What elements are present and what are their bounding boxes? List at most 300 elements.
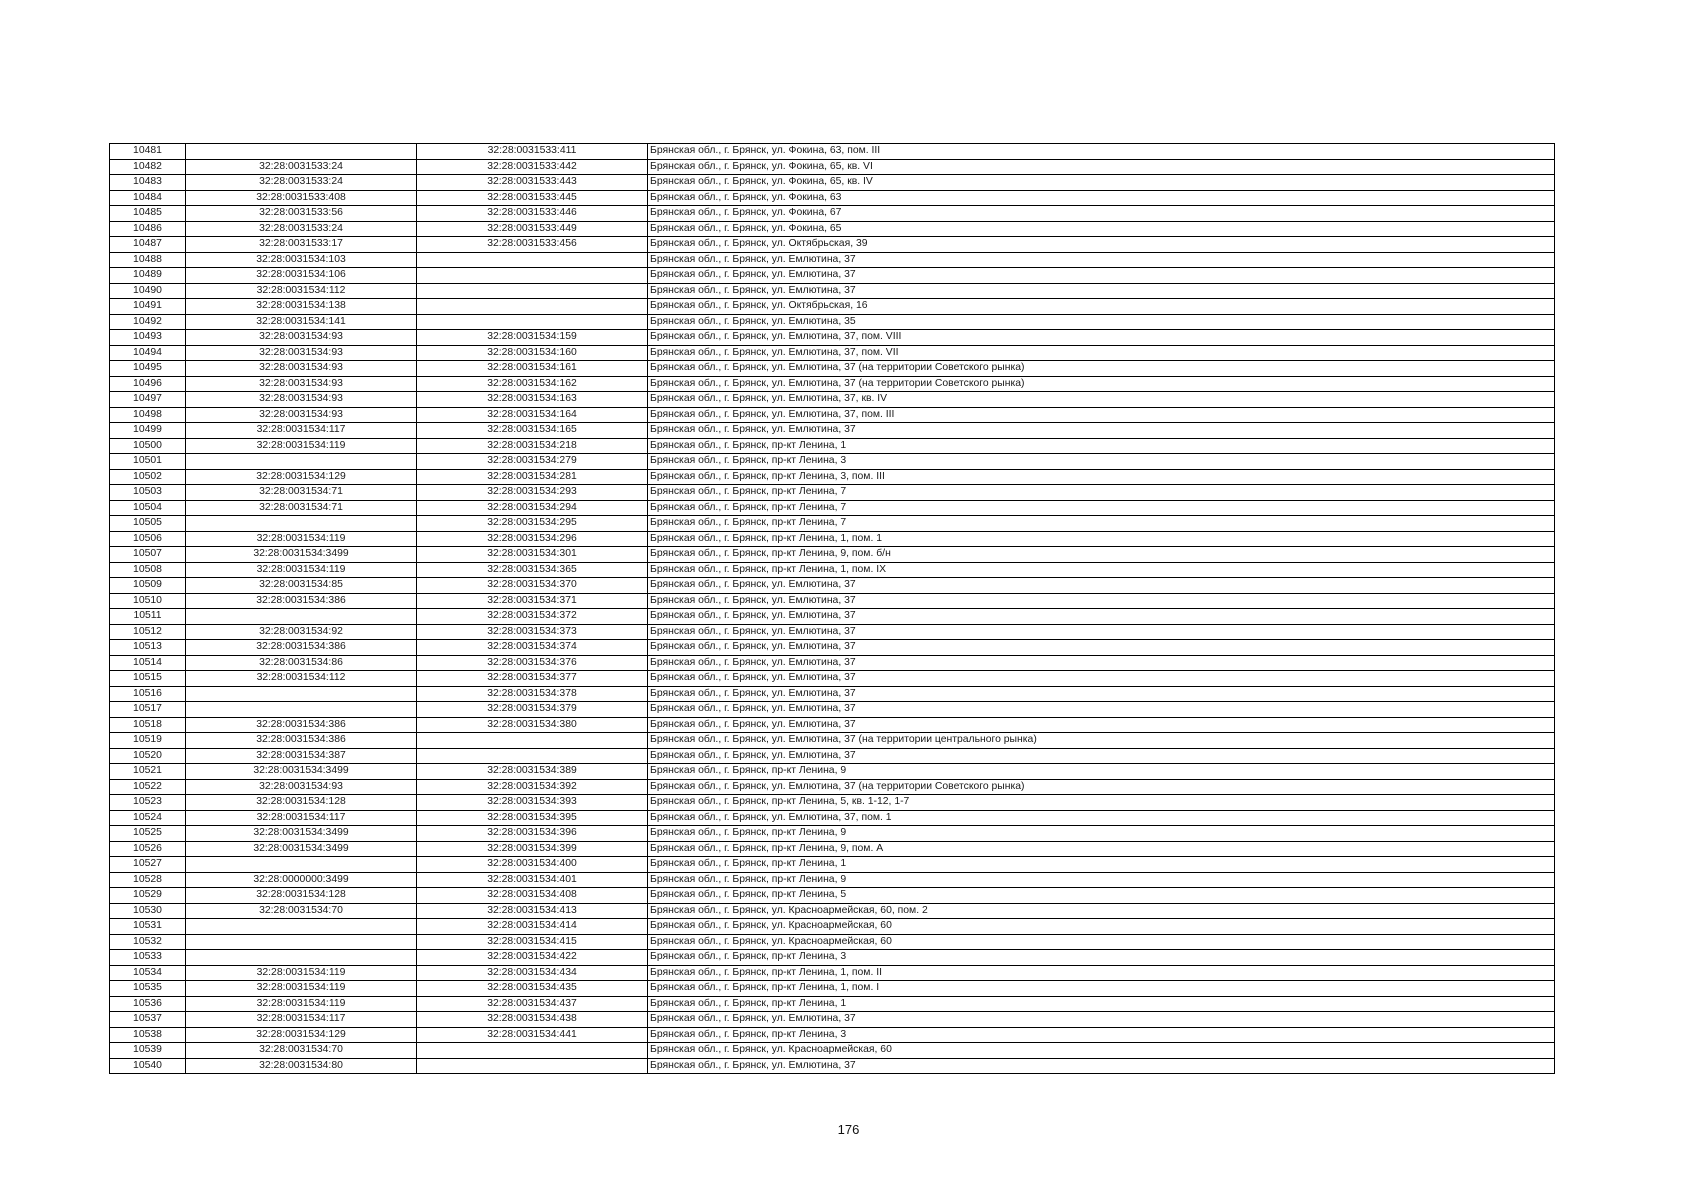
address-cell: Брянская обл., г. Брянск, пр-кт Ленина, 7 [648, 500, 1555, 516]
table-row [110, 252, 1555, 268]
row-number-cell: 10537 [110, 1012, 186, 1028]
row-number-cell: 10507 [110, 547, 186, 563]
row-number-cell: 10530 [110, 903, 186, 919]
object-cadastral-number-cell [417, 733, 648, 749]
row-number-cell: 10491 [110, 299, 186, 315]
table-row [110, 469, 1555, 485]
land-cadastral-number-cell: 32:28:0031534:93 [186, 361, 417, 377]
table-row [110, 283, 1555, 299]
row-number-cell: 10520 [110, 748, 186, 764]
address-cell: Брянская обл., г. Брянск, ул. Фокина, 65, кв. IV [648, 175, 1555, 191]
address-cell: Брянская обл., г. Брянск, пр-кт Ленина, 1 [648, 438, 1555, 454]
land-cadastral-number-cell: 32:28:0031534:3499 [186, 826, 417, 842]
land-cadastral-number-cell: 32:28:0031534:93 [186, 376, 417, 392]
address-cell: Брянская обл., г. Брянск, пр-кт Ленина, 5 [648, 888, 1555, 904]
table-row [110, 919, 1555, 935]
property-register-table [109, 143, 1555, 1074]
object-cadastral-number-cell: 32:28:0031534:438 [417, 1012, 648, 1028]
object-cadastral-number-cell: 32:28:0031534:392 [417, 779, 648, 795]
land-cadastral-number-cell: 32:28:0031534:386 [186, 717, 417, 733]
table-row [110, 981, 1555, 997]
object-cadastral-number-cell: 32:28:0031534:301 [417, 547, 648, 563]
object-cadastral-number-cell: 32:28:0031534:164 [417, 407, 648, 423]
row-number-cell: 10518 [110, 717, 186, 733]
object-cadastral-number-cell: 32:28:0031534:395 [417, 810, 648, 826]
address-cell: Брянская обл., г. Брянск, пр-кт Ленина, 3, пом. III [648, 469, 1555, 485]
row-number-cell: 10529 [110, 888, 186, 904]
address-cell: Брянская обл., г. Брянск, ул. Емлютина, 37 [648, 252, 1555, 268]
object-cadastral-number-cell: 32:28:0031534:279 [417, 454, 648, 470]
land-cadastral-number-cell: 32:28:0031534:93 [186, 779, 417, 795]
land-cadastral-number-cell: 32:28:0031533:24 [186, 159, 417, 175]
object-cadastral-number-cell [417, 252, 648, 268]
row-number-cell: 10482 [110, 159, 186, 175]
land-cadastral-number-cell: 32:28:0031534:129 [186, 1027, 417, 1043]
row-number-cell: 10523 [110, 795, 186, 811]
table-row [110, 733, 1555, 749]
address-cell: Брянская обл., г. Брянск, ул. Емлютина, 37, пом. 1 [648, 810, 1555, 826]
row-number-cell: 10492 [110, 314, 186, 330]
table-row [110, 392, 1555, 408]
address-cell: Брянская обл., г. Брянск, ул. Емлютина, 37 [648, 283, 1555, 299]
object-cadastral-number-cell: 32:28:0031533:456 [417, 237, 648, 253]
land-cadastral-number-cell: 32:28:0031534:93 [186, 392, 417, 408]
land-cadastral-number-cell: 32:28:0031534:386 [186, 640, 417, 656]
object-cadastral-number-cell: 32:28:0031534:413 [417, 903, 648, 919]
object-cadastral-number-cell: 32:28:0031534:389 [417, 764, 648, 780]
land-cadastral-number-cell: 32:28:0031534:128 [186, 888, 417, 904]
address-cell: Брянская обл., г. Брянск, ул. Емлютина, 37 [648, 640, 1555, 656]
land-cadastral-number-cell: 32:28:0031534:70 [186, 1043, 417, 1059]
address-cell: Брянская обл., г. Брянск, ул. Емлютина, 37, пом. VII [648, 345, 1555, 361]
row-number-cell: 10505 [110, 516, 186, 532]
table-row [110, 764, 1555, 780]
table-row [110, 655, 1555, 671]
address-cell: Брянская обл., г. Брянск, ул. Емлютина, 35 [648, 314, 1555, 330]
table-row [110, 190, 1555, 206]
object-cadastral-number-cell: 32:28:0031534:296 [417, 531, 648, 547]
land-cadastral-number-cell [186, 857, 417, 873]
table-row [110, 175, 1555, 191]
table-row [110, 810, 1555, 826]
address-cell: Брянская обл., г. Брянск, пр-кт Ленина, 9 [648, 826, 1555, 842]
object-cadastral-number-cell: 32:28:0031534:160 [417, 345, 648, 361]
address-cell: Брянская обл., г. Брянск, ул. Емлютина, 37 [648, 671, 1555, 687]
table-row [110, 221, 1555, 237]
land-cadastral-number-cell: 32:28:0031534:103 [186, 252, 417, 268]
object-cadastral-number-cell: 32:28:0031534:399 [417, 841, 648, 857]
land-cadastral-number-cell: 32:28:0031534:3499 [186, 547, 417, 563]
table-row [110, 965, 1555, 981]
row-number-cell: 10514 [110, 655, 186, 671]
page-number: 176 [837, 1122, 860, 1137]
address-cell: Брянская обл., г. Брянск, пр-кт Ленина, 1 [648, 996, 1555, 1012]
object-cadastral-number-cell [417, 299, 648, 315]
table-row [110, 841, 1555, 857]
object-cadastral-number-cell: 32:28:0031533:446 [417, 206, 648, 222]
land-cadastral-number-cell: 32:28:0031534:85 [186, 578, 417, 594]
land-cadastral-number-cell [186, 609, 417, 625]
object-cadastral-number-cell: 32:28:0031534:422 [417, 950, 648, 966]
land-cadastral-number-cell: 32:28:0031534:80 [186, 1058, 417, 1074]
row-number-cell: 10481 [110, 144, 186, 160]
land-cadastral-number-cell: 32:28:0031534:71 [186, 485, 417, 501]
address-cell: Брянская обл., г. Брянск, пр-кт Ленина, 7 [648, 516, 1555, 532]
row-number-cell: 10533 [110, 950, 186, 966]
object-cadastral-number-cell: 32:28:0031534:400 [417, 857, 648, 873]
object-cadastral-number-cell: 32:28:0031534:293 [417, 485, 648, 501]
table-row [110, 330, 1555, 346]
row-number-cell: 10499 [110, 423, 186, 439]
address-cell: Брянская обл., г. Брянск, пр-кт Ленина, 9 [648, 872, 1555, 888]
table-row [110, 159, 1555, 175]
address-cell: Брянская обл., г. Брянск, ул. Фокина, 63 [648, 190, 1555, 206]
row-number-cell: 10532 [110, 934, 186, 950]
table-row [110, 748, 1555, 764]
row-number-cell: 10483 [110, 175, 186, 191]
address-cell: Брянская обл., г. Брянск, пр-кт Ленина, 7 [648, 485, 1555, 501]
row-number-cell: 10488 [110, 252, 186, 268]
table-row [110, 671, 1555, 687]
land-cadastral-number-cell [186, 686, 417, 702]
land-cadastral-number-cell: 32:28:0031534:112 [186, 671, 417, 687]
row-number-cell: 10528 [110, 872, 186, 888]
row-number-cell: 10513 [110, 640, 186, 656]
row-number-cell: 10526 [110, 841, 186, 857]
table-row [110, 438, 1555, 454]
row-number-cell: 10498 [110, 407, 186, 423]
address-cell: Брянская обл., г. Брянск, ул. Фокина, 65 [648, 221, 1555, 237]
table-row [110, 1043, 1555, 1059]
land-cadastral-number-cell [186, 144, 417, 160]
address-cell: Брянская обл., г. Брянск, ул. Емлютина, 37 [648, 593, 1555, 609]
land-cadastral-number-cell: 32:28:0031534:86 [186, 655, 417, 671]
row-number-cell: 10504 [110, 500, 186, 516]
table-row [110, 609, 1555, 625]
object-cadastral-number-cell: 32:28:0031534:370 [417, 578, 648, 594]
table-row [110, 1027, 1555, 1043]
land-cadastral-number-cell: 32:28:0031534:117 [186, 1012, 417, 1028]
object-cadastral-number-cell: 32:28:0031533:445 [417, 190, 648, 206]
row-number-cell: 10539 [110, 1043, 186, 1059]
land-cadastral-number-cell: 32:28:0031534:119 [186, 531, 417, 547]
address-cell: Брянская обл., г. Брянск, пр-кт Ленина, 1, пом. I [648, 981, 1555, 997]
object-cadastral-number-cell: 32:28:0031534:372 [417, 609, 648, 625]
land-cadastral-number-cell: 32:28:0031534:71 [186, 500, 417, 516]
row-number-cell: 10508 [110, 562, 186, 578]
address-cell: Брянская обл., г. Брянск, ул. Емлютина, 37 [648, 702, 1555, 718]
object-cadastral-number-cell: 32:28:0031534:161 [417, 361, 648, 377]
row-number-cell: 10509 [110, 578, 186, 594]
row-number-cell: 10515 [110, 671, 186, 687]
land-cadastral-number-cell: 32:28:0031534:3499 [186, 841, 417, 857]
land-cadastral-number-cell: 32:28:0031534:119 [186, 981, 417, 997]
address-cell: Брянская обл., г. Брянск, ул. Емлютина, 37 [648, 578, 1555, 594]
object-cadastral-number-cell: 32:28:0031534:281 [417, 469, 648, 485]
table-row [110, 345, 1555, 361]
land-cadastral-number-cell [186, 919, 417, 935]
row-number-cell: 10511 [110, 609, 186, 625]
table-row [110, 702, 1555, 718]
address-cell: Брянская обл., г. Брянск, пр-кт Ленина, 3 [648, 1027, 1555, 1043]
land-cadastral-number-cell [186, 702, 417, 718]
land-cadastral-number-cell: 32:28:0031534:119 [186, 965, 417, 981]
table-row [110, 1012, 1555, 1028]
object-cadastral-number-cell: 32:28:0031534:379 [417, 702, 648, 718]
object-cadastral-number-cell: 32:28:0031534:414 [417, 919, 648, 935]
address-cell: Брянская обл., г. Брянск, ул. Емлютина, 37 (на территории центрального рынка) [648, 733, 1555, 749]
address-cell: Брянская обл., г. Брянск, ул. Емлютина, 37 [648, 1058, 1555, 1074]
object-cadastral-number-cell: 32:28:0031534:365 [417, 562, 648, 578]
object-cadastral-number-cell: 32:28:0031534:376 [417, 655, 648, 671]
address-cell: Брянская обл., г. Брянск, ул. Емлютина, 37 [648, 609, 1555, 625]
object-cadastral-number-cell: 32:28:0031534:377 [417, 671, 648, 687]
address-cell: Брянская обл., г. Брянск, ул. Фокина, 65, кв. VI [648, 159, 1555, 175]
object-cadastral-number-cell [417, 1058, 648, 1074]
land-cadastral-number-cell: 32:28:0031533:24 [186, 221, 417, 237]
address-cell: Брянская обл., г. Брянск, ул. Емлютина, 37 [648, 1012, 1555, 1028]
address-cell: Брянская обл., г. Брянск, ул. Емлютина, 37, кв. IV [648, 392, 1555, 408]
object-cadastral-number-cell: 32:28:0031533:411 [417, 144, 648, 160]
row-number-cell: 10521 [110, 764, 186, 780]
land-cadastral-number-cell: 32:28:0031534:386 [186, 733, 417, 749]
object-cadastral-number-cell: 32:28:0031534:435 [417, 981, 648, 997]
land-cadastral-number-cell: 32:28:0000000:3499 [186, 872, 417, 888]
land-cadastral-number-cell: 32:28:0031534:70 [186, 903, 417, 919]
land-cadastral-number-cell: 32:28:0031533:408 [186, 190, 417, 206]
row-number-cell: 10496 [110, 376, 186, 392]
row-number-cell: 10497 [110, 392, 186, 408]
object-cadastral-number-cell: 32:28:0031534:295 [417, 516, 648, 532]
object-cadastral-number-cell: 32:28:0031534:165 [417, 423, 648, 439]
land-cadastral-number-cell: 32:28:0031534:119 [186, 562, 417, 578]
object-cadastral-number-cell: 32:28:0031534:371 [417, 593, 648, 609]
object-cadastral-number-cell [417, 268, 648, 284]
land-cadastral-number-cell [186, 454, 417, 470]
table-row [110, 717, 1555, 733]
table-body [110, 144, 1555, 1074]
land-cadastral-number-cell: 32:28:0031534:117 [186, 423, 417, 439]
table-row [110, 268, 1555, 284]
row-number-cell: 10519 [110, 733, 186, 749]
land-cadastral-number-cell: 32:28:0031534:93 [186, 330, 417, 346]
object-cadastral-number-cell: 32:28:0031534:162 [417, 376, 648, 392]
table-row [110, 485, 1555, 501]
address-cell: Брянская обл., г. Брянск, ул. Емлютина, 37 [648, 423, 1555, 439]
address-cell: Брянская обл., г. Брянск, ул. Октябрьская, 39 [648, 237, 1555, 253]
object-cadastral-number-cell: 32:28:0031534:393 [417, 795, 648, 811]
row-number-cell: 10493 [110, 330, 186, 346]
land-cadastral-number-cell: 32:28:0031534:112 [186, 283, 417, 299]
table-row [110, 531, 1555, 547]
object-cadastral-number-cell: 32:28:0031534:408 [417, 888, 648, 904]
row-number-cell: 10501 [110, 454, 186, 470]
object-cadastral-number-cell [417, 748, 648, 764]
object-cadastral-number-cell: 32:28:0031534:294 [417, 500, 648, 516]
row-number-cell: 10524 [110, 810, 186, 826]
row-number-cell: 10534 [110, 965, 186, 981]
address-cell: Брянская обл., г. Брянск, ул. Фокина, 67 [648, 206, 1555, 222]
table-row [110, 516, 1555, 532]
table-row [110, 934, 1555, 950]
table-row [110, 206, 1555, 222]
row-number-cell: 10500 [110, 438, 186, 454]
address-cell: Брянская обл., г. Брянск, ул. Емлютина, 37 [648, 655, 1555, 671]
table-row [110, 1058, 1555, 1074]
object-cadastral-number-cell: 32:28:0031534:374 [417, 640, 648, 656]
address-cell: Брянская обл., г. Брянск, ул. Емлютина, 37 [648, 717, 1555, 733]
land-cadastral-number-cell: 32:28:0031534:128 [186, 795, 417, 811]
address-cell: Брянская обл., г. Брянск, ул. Красноармейская, 60 [648, 1043, 1555, 1059]
land-cadastral-number-cell [186, 934, 417, 950]
address-cell: Брянская обл., г. Брянск, ул. Емлютина, 37 [648, 686, 1555, 702]
land-cadastral-number-cell: 32:28:0031533:24 [186, 175, 417, 191]
land-cadastral-number-cell: 32:28:0031533:56 [186, 206, 417, 222]
row-number-cell: 10502 [110, 469, 186, 485]
land-cadastral-number-cell: 32:28:0031534:3499 [186, 764, 417, 780]
table-row [110, 314, 1555, 330]
table-row [110, 500, 1555, 516]
row-number-cell: 10510 [110, 593, 186, 609]
object-cadastral-number-cell: 32:28:0031534:378 [417, 686, 648, 702]
row-number-cell: 10540 [110, 1058, 186, 1074]
table-row [110, 996, 1555, 1012]
row-number-cell: 10517 [110, 702, 186, 718]
row-number-cell: 10490 [110, 283, 186, 299]
table-row [110, 361, 1555, 377]
land-cadastral-number-cell: 32:28:0031534:129 [186, 469, 417, 485]
address-cell: Брянская обл., г. Брянск, пр-кт Ленина, 1, пом. II [648, 965, 1555, 981]
table-row [110, 779, 1555, 795]
land-cadastral-number-cell: 32:28:0031534:119 [186, 996, 417, 1012]
object-cadastral-number-cell: 32:28:0031534:401 [417, 872, 648, 888]
table-row [110, 454, 1555, 470]
object-cadastral-number-cell: 32:28:0031534:218 [417, 438, 648, 454]
object-cadastral-number-cell: 32:28:0031534:434 [417, 965, 648, 981]
table-row [110, 903, 1555, 919]
address-cell: Брянская обл., г. Брянск, пр-кт Ленина, 1 [648, 857, 1555, 873]
address-cell: Брянская обл., г. Брянск, ул. Красноармейская, 60 [648, 919, 1555, 935]
table-row [110, 299, 1555, 315]
table-row [110, 407, 1555, 423]
address-cell: Брянская обл., г. Брянск, ул. Красноармейская, 60, пом. 2 [648, 903, 1555, 919]
address-cell: Брянская обл., г. Брянск, ул. Емлютина, 37 (на территории Советского рынка) [648, 361, 1555, 377]
row-number-cell: 10489 [110, 268, 186, 284]
land-cadastral-number-cell: 32:28:0031534:141 [186, 314, 417, 330]
object-cadastral-number-cell: 32:28:0031534:415 [417, 934, 648, 950]
address-cell: Брянская обл., г. Брянск, пр-кт Ленина, 3 [648, 454, 1555, 470]
land-cadastral-number-cell [186, 516, 417, 532]
table-row [110, 144, 1555, 160]
object-cadastral-number-cell: 32:28:0031534:441 [417, 1027, 648, 1043]
table-row [110, 872, 1555, 888]
address-cell: Брянская обл., г. Брянск, пр-кт Ленина, 9 [648, 764, 1555, 780]
row-number-cell: 10536 [110, 996, 186, 1012]
row-number-cell: 10516 [110, 686, 186, 702]
object-cadastral-number-cell: 32:28:0031534:396 [417, 826, 648, 842]
row-number-cell: 10487 [110, 237, 186, 253]
table-row [110, 624, 1555, 640]
object-cadastral-number-cell: 32:28:0031534:437 [417, 996, 648, 1012]
land-cadastral-number-cell [186, 950, 417, 966]
land-cadastral-number-cell: 32:28:0031534:93 [186, 407, 417, 423]
row-number-cell: 10503 [110, 485, 186, 501]
address-cell: Брянская обл., г. Брянск, ул. Емлютина, 37, пом. III [648, 407, 1555, 423]
table-row [110, 857, 1555, 873]
address-cell: Брянская обл., г. Брянск, ул. Емлютина, 37 (на территории Советского рынка) [648, 779, 1555, 795]
land-cadastral-number-cell: 32:28:0031534:92 [186, 624, 417, 640]
land-cadastral-number-cell: 32:28:0031534:386 [186, 593, 417, 609]
table-row [110, 547, 1555, 563]
row-number-cell: 10527 [110, 857, 186, 873]
object-cadastral-number-cell: 32:28:0031533:442 [417, 159, 648, 175]
land-cadastral-number-cell: 32:28:0031534:119 [186, 438, 417, 454]
address-cell: Брянская обл., г. Брянск, ул. Емлютина, 37 [648, 268, 1555, 284]
row-number-cell: 10494 [110, 345, 186, 361]
address-cell: Брянская обл., г. Брянск, ул. Емлютина, 37, пом. VIII [648, 330, 1555, 346]
row-number-cell: 10535 [110, 981, 186, 997]
land-cadastral-number-cell: 32:28:0031534:93 [186, 345, 417, 361]
table-row [110, 376, 1555, 392]
address-cell: Брянская обл., г. Брянск, пр-кт Ленина, 3 [648, 950, 1555, 966]
address-cell: Брянская обл., г. Брянск, пр-кт Ленина, 9, пом. б/н [648, 547, 1555, 563]
address-cell: Брянская обл., г. Брянск, ул. Фокина, 63, пом. III [648, 144, 1555, 160]
row-number-cell: 10484 [110, 190, 186, 206]
object-cadastral-number-cell [417, 1043, 648, 1059]
row-number-cell: 10506 [110, 531, 186, 547]
row-number-cell: 10486 [110, 221, 186, 237]
address-cell: Брянская обл., г. Брянск, ул. Емлютина, 37 [648, 624, 1555, 640]
land-cadastral-number-cell: 32:28:0031534:138 [186, 299, 417, 315]
table-row [110, 423, 1555, 439]
table-row [110, 562, 1555, 578]
address-cell: Брянская обл., г. Брянск, пр-кт Ленина, 1, пом. 1 [648, 531, 1555, 547]
table-row [110, 686, 1555, 702]
table-row [110, 578, 1555, 594]
address-cell: Брянская обл., г. Брянск, пр-кт Ленина, 9, пом. А [648, 841, 1555, 857]
table-row [110, 826, 1555, 842]
address-cell: Брянская обл., г. Брянск, пр-кт Ленина, 1, пом. IX [648, 562, 1555, 578]
row-number-cell: 10512 [110, 624, 186, 640]
table-row [110, 593, 1555, 609]
row-number-cell: 10485 [110, 206, 186, 222]
address-cell: Брянская обл., г. Брянск, ул. Красноармейская, 60 [648, 934, 1555, 950]
object-cadastral-number-cell: 32:28:0031534:159 [417, 330, 648, 346]
object-cadastral-number-cell: 32:28:0031534:380 [417, 717, 648, 733]
land-cadastral-number-cell: 32:28:0031534:106 [186, 268, 417, 284]
table-row [110, 888, 1555, 904]
address-cell: Брянская обл., г. Брянск, ул. Емлютина, 37 (на территории Советского рынка) [648, 376, 1555, 392]
row-number-cell: 10495 [110, 361, 186, 377]
object-cadastral-number-cell: 32:28:0031533:443 [417, 175, 648, 191]
address-cell: Брянская обл., г. Брянск, ул. Октябрьская, 16 [648, 299, 1555, 315]
object-cadastral-number-cell [417, 314, 648, 330]
table-row [110, 795, 1555, 811]
table-row [110, 237, 1555, 253]
object-cadastral-number-cell [417, 283, 648, 299]
object-cadastral-number-cell: 32:28:0031533:449 [417, 221, 648, 237]
object-cadastral-number-cell: 32:28:0031534:163 [417, 392, 648, 408]
row-number-cell: 10525 [110, 826, 186, 842]
address-cell: Брянская обл., г. Брянск, ул. Емлютина, 37 [648, 748, 1555, 764]
table-row [110, 640, 1555, 656]
row-number-cell: 10522 [110, 779, 186, 795]
address-cell: Брянская обл., г. Брянск, пр-кт Ленина, 5, кв. 1-12, 1-7 [648, 795, 1555, 811]
land-cadastral-number-cell: 32:28:0031534:387 [186, 748, 417, 764]
object-cadastral-number-cell: 32:28:0031534:373 [417, 624, 648, 640]
row-number-cell: 10538 [110, 1027, 186, 1043]
land-cadastral-number-cell: 32:28:0031534:117 [186, 810, 417, 826]
